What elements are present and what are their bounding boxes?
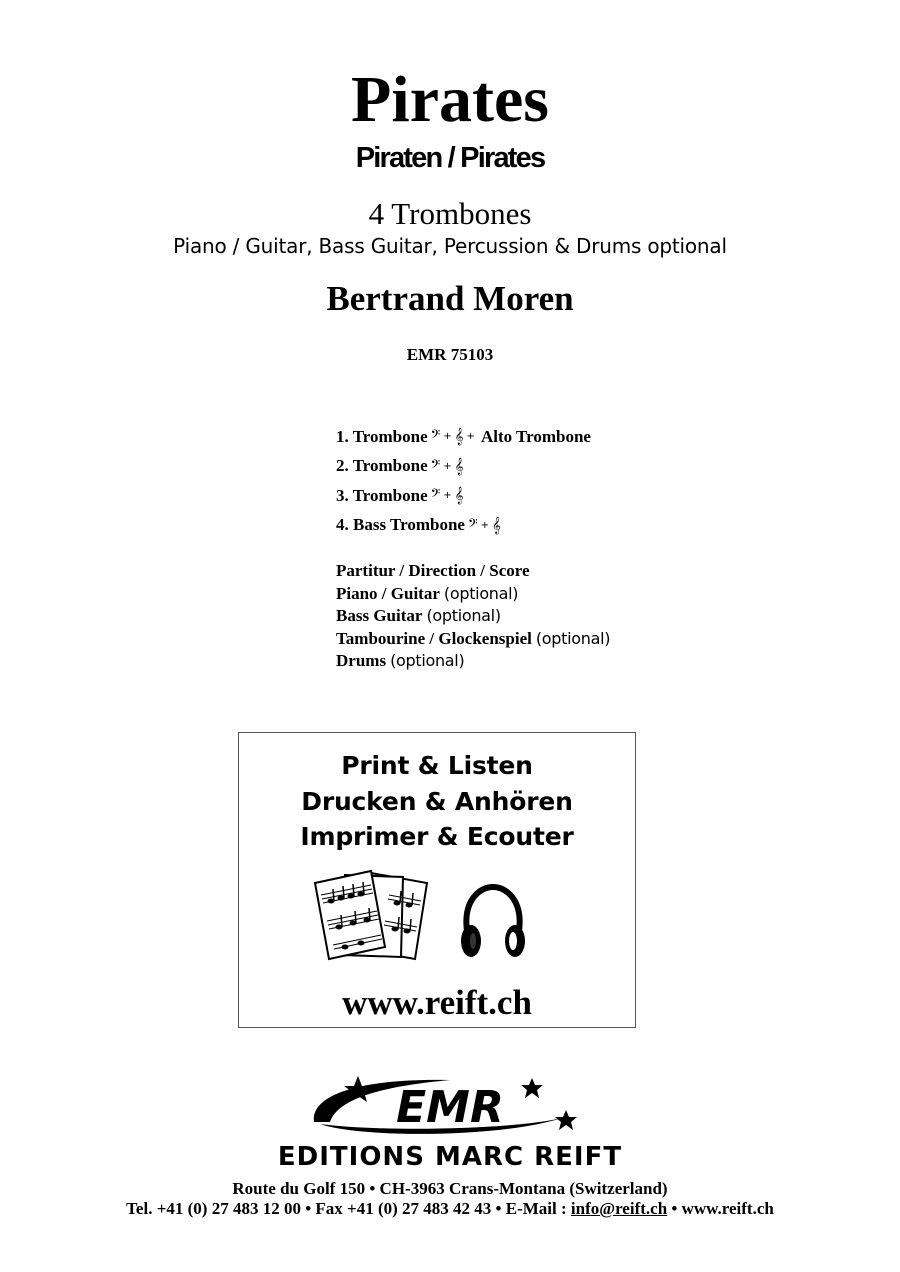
bass-clef-icon: 𝄢 xyxy=(430,427,441,446)
logo-text: EMR xyxy=(396,1082,504,1133)
extra-part-item: Piano / Guitar (optional) xyxy=(336,583,519,603)
part-item xyxy=(336,452,591,482)
part-item xyxy=(336,422,591,452)
sheet-music-icon xyxy=(309,865,439,965)
instrumentation: 4 Trombones xyxy=(368,196,532,231)
composer: Bertrand Moren xyxy=(326,279,574,318)
subtitle: Piraten / Pirates xyxy=(355,142,545,174)
headphones-icon xyxy=(457,883,529,963)
part-item xyxy=(336,481,591,511)
promo-url-link[interactable]: www.reift.ch xyxy=(342,983,532,1022)
optional-instruments: Piano / Guitar, Bass Guitar, Percussion & Drums optional xyxy=(173,234,727,258)
clef-icons: 𝄢 + 𝄞 xyxy=(430,456,464,475)
clef-icons: 𝄢 + 𝄞 xyxy=(467,515,501,534)
bass-clef-icon: 𝄢 xyxy=(430,486,441,505)
part-suffix: Alto Trombone xyxy=(480,426,591,446)
promo-line: Print & Listen xyxy=(341,751,533,780)
print-listen-box[interactable] xyxy=(238,732,636,1028)
part-item xyxy=(336,511,591,541)
part-label: 2. Trombone xyxy=(336,456,428,476)
bass-clef-icon: 𝄢 xyxy=(467,515,478,534)
parts-list xyxy=(336,422,591,540)
clef-icons: 𝄢 + 𝄞 + xyxy=(430,427,475,446)
treble-clef-icon: 𝄞 xyxy=(492,515,501,534)
publisher-contact: Tel. +41 (0) 27 483 12 00 • Fax +41 (0) 27 483 42 43 • E-Mail : info@reift.ch • www.reift.ch xyxy=(126,1199,774,1218)
promo-line: Drucken & Anhören xyxy=(301,787,573,816)
extra-part-item: Tambourine / Glockenspiel (optional) xyxy=(336,628,611,648)
part-label: 4. Bass Trombone xyxy=(336,515,465,535)
extra-part-item: Bass Guitar (optional) xyxy=(336,606,501,625)
promo-line: Imprimer & Ecouter xyxy=(300,822,574,851)
emr-logo xyxy=(300,1072,600,1142)
clef-icons: 𝄢 + 𝄞 xyxy=(430,486,464,505)
page-title: Pirates xyxy=(351,63,549,136)
publisher-address: Route du Golf 150 • CH-3963 Crans-Montana (Switzerland) xyxy=(232,1179,668,1198)
part-label: 3. Trombone xyxy=(336,485,428,505)
extra-parts-list xyxy=(336,560,610,673)
email-link[interactable]: info@reift.ch xyxy=(570,1199,668,1218)
catalog-number: EMR 75103 xyxy=(406,345,494,364)
extra-part-item: Partitur / Direction / Score xyxy=(336,561,530,580)
bass-clef-icon: 𝄢 xyxy=(430,456,441,475)
extra-part-item: Drums (optional) xyxy=(336,651,465,670)
treble-clef-icon: 𝄞 xyxy=(454,456,464,475)
publisher-name: EDITIONS MARC REIFT xyxy=(277,1142,623,1172)
treble-clef-icon: 𝄞 xyxy=(454,427,464,446)
part-label: 1. Trombone xyxy=(336,426,428,446)
treble-clef-icon: 𝄞 xyxy=(454,486,464,505)
